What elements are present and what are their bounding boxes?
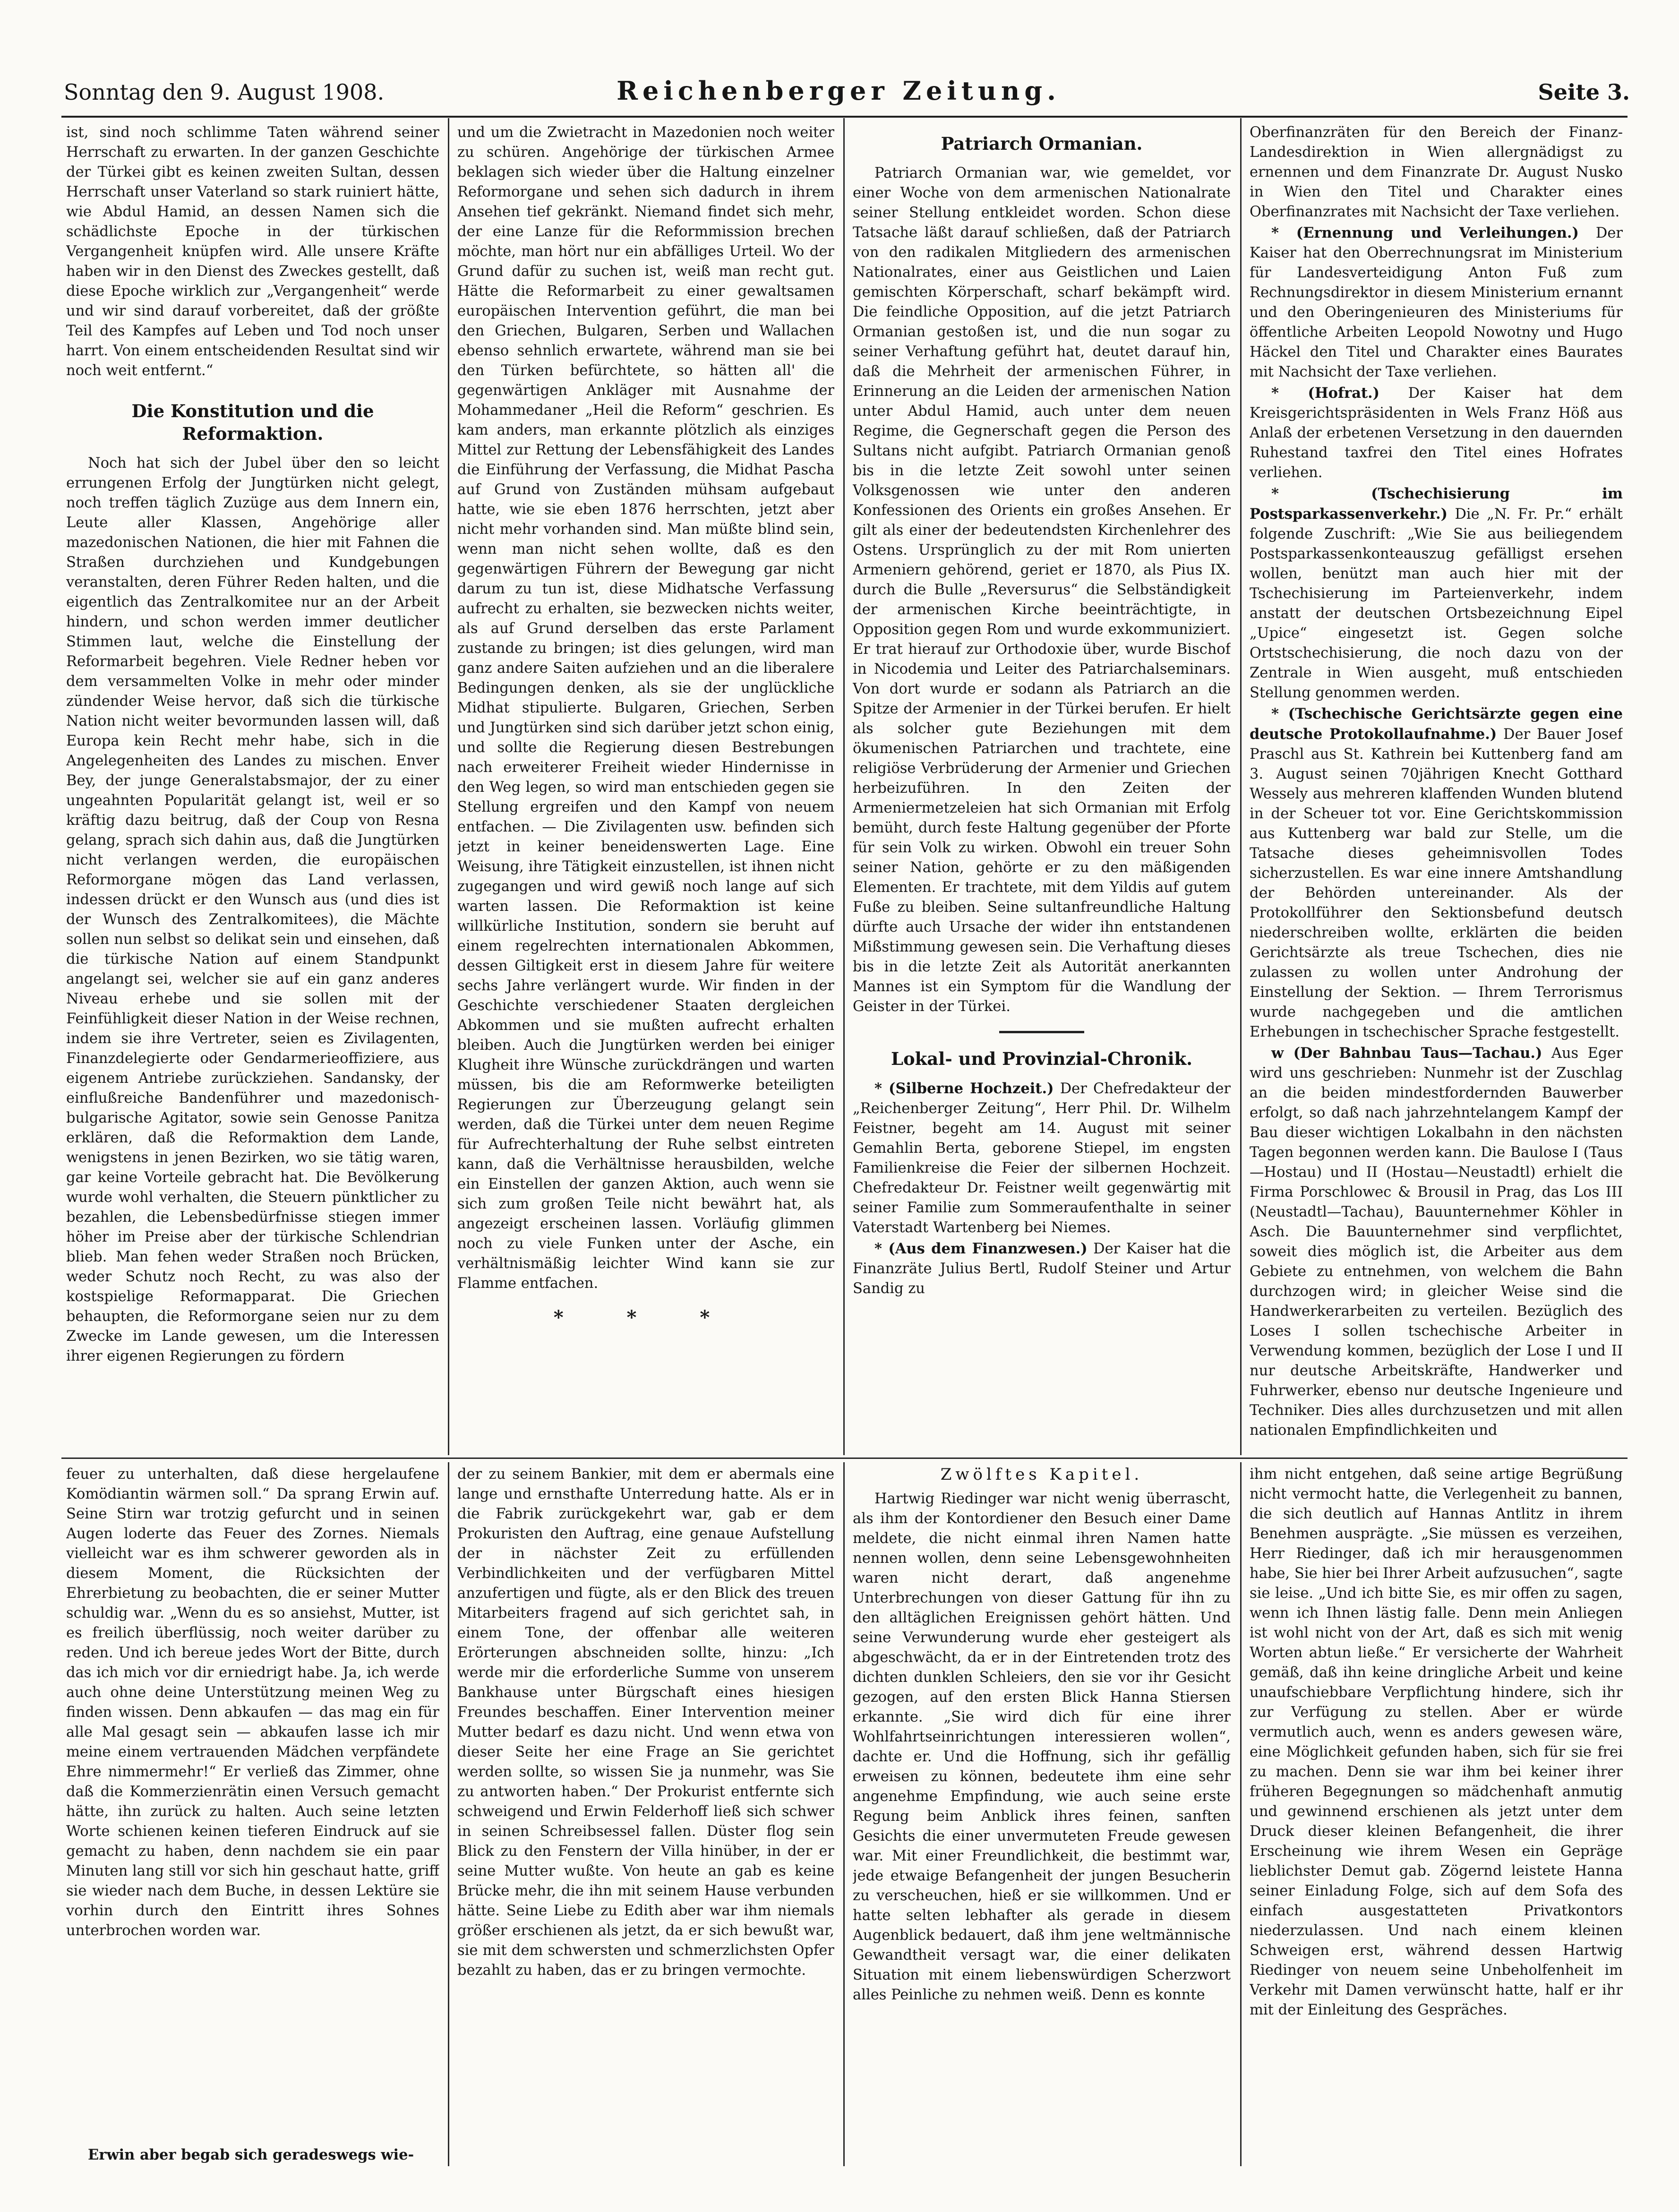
feuilleton-column-1 [66,1465,439,2166]
news-item-text: Der Kaiser hat dem Kreisgerichtspräsidenten in Wels Franz Höß aus Anlaß der erbetenen Versetzung in den dauernden Ruhestand taxfrei den Titel eines Hofrates verliehen. [1250,385,1623,481]
feuilleton-rule-1 [448,1462,449,2166]
feuilleton-last-line [66,2145,439,2169]
feuilleton-rule [61,1458,1628,1459]
column-rule-1 [448,118,449,1455]
article-text: und um die Zwietracht in Mazedonien noch weiter zu schüren. Angehörige der türkischen Armee beklagen sich wieder über die Haltung einzelner Reformorgane und sehen sich dadurch in ihrem Ansehen tief gekränkt. Niemand findet sich mehr, der eine Lanze für die Reformmission brechen möchte, man hört nur ein abfälliges Urteil. Wo der Grund dafür zu suchen ist, weiß man recht gut. Hätte die Reformarbeit zu einer gewaltsamen europäischen Intervention geführt, die man bei den Griechen, Bulgaren, Serben und Wallachen ebenso sehnlich erwartete, während man sie bei den Türken befürchtete, so hätten all' die gegenwärtigen Ankläger mit Ausnahme der Mohammedaner „Heil die Reform“ geschrien. Es kam anders, man erkannte plötzlich als einziges Mittel zur Rettung der Lebensfähigkeit des Landes die Einführung der Verfassung, die Midhat Pascha auf Grund von Zuständen mühsam aufgebaut hatte, wie sie eben 1876 herrschten, jetzt aber nicht mehr vorhanden sind. Man müßte blind sein, wenn man nicht sehen wollte, daß es den gegenwärtigen Führern der Bewegung gar nicht darum zu tun ist, diese Midhatsche Verfassung aufrecht zu erhalten, sie bezwecken nichts weiter, als auf Grund derselben das erste Parlament zustande zu bringen; ist dies gelungen, wird man ganz andere Saiten aufziehen und an die liberalere Bedingungen denken, als sie der unglückliche Midhat stipulierte. Bulgaren, Griechen, Serben und Jungtürken sind sich darüber jetzt schon einig, und sollte die Regierung diesen Bestrebungen nach erweiterer Freiheit wieder Hindernisse in den Weg legen, so wird man entschieden gegen sie Stellung ergreifen und den Kampf von neuem entfachen. — Die Zivilagenten usw. befinden sich jetzt in keiner beneidenswerten Lage. Eine Weisung, ihre Tätigkeit einzustellen, ist ihnen nicht zugegangen und wird gewiß noch lange auf sich warten lassen. Die Reformaktion ist keine willkürliche Institution, sondern sie beruht auf einem regelrechten internationalen Abkommen, dessen Giltigkeit erst in diesem Jahre für weitere sechs Jahre verlängert wurde. Wir finden in der Geschichte verschiedener Staaten dergleichen Abkommen und sie mußten aufrecht erhalten bleiben. Auch die Jungtürken werden bei einiger Klugheit ihre Wünsche zurückdrängen und warten müssen, bis die am Reformwerke beteiligten Regierungen zur Überzeugung gelangt sein werden, daß die Türkei unter dem neuen Regime für Aufrechterhaltung der Ruhe selbst eintreten kann, daß die Verhältnisse herausbilden, welche ein Einstellen der ganzen Aktion, auch wenn sie sich zum großen Teile nicht bewährt hat, als angezeigt erscheinen lassen. Vorläufig glimmen noch zu viele Funken unter der Asche, ein verhältnismäßig leichter Wind kann sie zur Flamme entfachen. [457,124,834,1292]
article-text: Patriarch Ormanian war, wie gemeldet, vor einer Woche von dem armenischen Nationalrate seiner Stellung entkleidet worden. Schon diese Tatsache läßt darauf schließen, daß der Patriarch von den radikalen Mitgliedern des armenischen Nationalrates, einer aus Geistlichen und Laien gemischten Körperschaft, scharf bekämpft wird. Die feindliche Opposition, auf die jetzt Patriarch Ormanian gestoßen ist, und die nun sogar zu seiner Verhaftung geführt hat, deutet darauf hin, daß die Mehrheit der armenischen Führer, in Erinnerung an die Leiden der armenischen Nation unter Abdul Hamid, auch unter dem neuen Regime, die Gegnerschaft gegen die Person des Sultans nicht aufgibt. Patriarch Ormanian genoß bis in die letzte Zeit sowohl unter seinen Volksgenossen wie unter den anderen Konfessionen des Orients ein großes Ansehen. Er gilt als einer der bedeutendsten Kirchenlehrer des Ostens. Ursprünglich zu der mit Rom unierten Armeniern gehörend, geriet er 1870, als Pius IX. durch die Bulle „Reversurus“ die Selbständigkeit der armenischen Kirche beeinträchtigte, in Opposition gegen Rom und wurde exkommuniziert. Er trat hierauf zur Orthodoxie über, wurde Bischof in Nicodemia und Leiter des Patriarchalseminars. Von dort wurde er sodann als Patriarch an die Spitze der Armenier in der Türkei berufen. Er hielt als solcher gute Beziehungen mit dem ökumenischen Patriarchen und trachtete, eine religiöse Verbrüderung der Armenier und Griechen herbeizuführen. In den Zeiten der Armeniermetzeleien hat sich Ormanian mit Erfolg bemüht, durch feste Haltung gegenüber der Pforte für sein Volk zu wirken. Obwohl ein treuer Sohn seiner Nation, gehörte er zu den mäßigenden Elementen. Er trachtete, mit dem Yildis auf gutem Fuße zu bleiben. Seine sultanfreundliche Haltung dürfte auch Ursache der wider ihn entstandenen Mißstimmung gewesen sein. Die Verhaftung dieses bis in die letzte Zeit als Autorität anerkannten Mannes ist ein Symptom für die Wandlung der Geister in der Türkei. [853,165,1231,1015]
column-4 [1250,123,1623,1453]
article-heading: Patriarch Ormanian. [941,133,1143,154]
issue-date: Sonntag den 9. August 1908. [64,79,385,105]
news-item-title: * (Ernennung und Verleihungen.) [1271,224,1579,241]
column-rule-3 [1240,118,1242,1455]
newspaper-title: Reichenberger Zeitung. [617,76,1061,106]
feuilleton-text: ihm nicht entgehen, daß seine artige Begrüßung nicht vermocht hatte, die Verlegenheit zu bannen, die sich deutlich auf Hannas Antlitz in ihrem Benehmen ausprägte. „Sie müssen es verzeihen, Herr Riedinger, daß ich mir herausgenommen habe, Sie hier bei Ihrer Arbeit aufzusuchen“, sagte sie leise. „Und ich bitte Sie, es mir offen zu sagen, wenn ich Ihnen lästig falle. Denn mein Anliegen ist wohl nicht von der Art, daß es sich mit wenig Worten abtun ließe.“ Er versicherte der Wahrheit gemäß, daß ihn keine dringliche Arbeit und keine unaufschiebbare Verpflichtung hindere, sich ihr zur Verfügung zu stellen. Aber er würde vermutlich auch, wenn es anders gewesen wäre, eine Möglichkeit gefunden haben, sich für sie frei zu machen. Denn sie war ihm bei keiner ihrer früheren Begegnungen so mädchenhaft anmutig und gewinnend erschienen als jetzt unter dem Druck dieser kleinen Befangenheit, die ihrer Erscheinung wie ihrem Wesen ein Gepräge lieblichster Demut gab. Zögernd leistete Hanna seiner Einladung Folge, sich auf dem Sofa des einfach ausgestatteten Privatkontors niederzulassen. Und nach einem kleinen Schweigen erst, während dessen Hartwig Riedinger von neuem seine Unbeholfenheit im Verkehr mit Damen verwünscht hatte, half er ihr mit der Einleitung des Gespräches. [1250,1466,1623,2018]
section-stars: * * * [553,1306,738,1329]
article-text: Noch hat sich der Jubel über den so leicht errungenen Erfolg der Jungtürken nicht gelegt, noch treffen täglich Zuzüge aus dem Innern ein, Leute aller Klassen, Angehörige aller mazedonischen Nationen, die hier mit Fahnen die Straßen durchziehen und Kundgebungen veranstalten, deren Führer Reden halten, und die eigentlich das Zentralkomitee nur an der Arbeit hindern, und schon werden immer deutlicher Stimmen laut, welche die Einstellung der Reformarbeit begehren. Viele Redner heben vor dem versammelten Volke in mehr oder minder zündender Weise hervor, daß sich die türkische Nation nicht weiter bevormunden lassen will, daß Europa kein Recht mehr habe, sich in die Angelegenheiten des Landes zu mischen. Enver Bey, der junge Generalstabsmajor, der zu einer ungeahnten Popularität gelangt ist, weil er so kräftig dazu beitrug, daß der Coup von Resna gelang, sprach sich dahin aus, daß die Jungtürken nicht verlangen werden, die europäischen Reformorgane mögen das Land verlassen, indessen drückt er den Wunsch aus (und dies ist der Wunsch des Zentralkomitees), die Mächte sollen nun selbst so delikat sein und einsehen, daß die türkische Nation auf einem Standpunkt angelangt sei, welcher sie auf ein ganz anderes Niveau erhebe und sie sollen mit der Feinfühligkeit dieser Nation in der Weise rechnen, indem sie ihre Vertreter, seien es Zivilagenten, Finanzdelegierte oder Gendarmerieoffiziere, aus eigenem Antriebe zurückziehen. Sandansky, der einflußreiche Bandenführer und mazedonisch-bulgarische Agitator, sowie sein Genosse Panitza erklären, daß die Reformaktion dem Lande, wenigstens in jenen Bezirken, wo sie tätig waren, gar keine Vorteile gebracht hat. Die Bevölkerung wurde wohl verhalten, die Steuern pünktlicher zu bezahlen, die Lebensbedürfnisse stiegen immer höher im Preise aber der türkische Schlendrian blieb. Man fehen weder Straßen noch Brücken, weder Schutz noch Recht, zu was also der kostspielige Reformapparat. Die Griechen behaupten, die Reformorgane seien nur zu dem Zwecke im Lande gewesen, um die Interessen ihrer eigenen Regierungen zu fördern [66,455,439,1364]
feuilleton-column-2 [457,1465,834,2166]
news-item-title: * (Silberne Hochzeit.) [874,1080,1054,1097]
news-item-title: * (Aus dem Finanzwesen.) [874,1240,1088,1257]
chapter-heading: Zwölftes Kapitel. [940,1465,1143,1484]
page-number: Seite 3. [1538,79,1630,105]
short-rule [999,1031,1084,1033]
masthead [64,76,1630,113]
section-heading: Lokal- und Provinzial-Chronik. [891,1048,1193,1069]
masthead-rule [61,116,1628,118]
feuilleton-column-4 [1250,1465,1623,2166]
news-item-text: Der Kaiser hat den Oberrechnungsrat im Ministerium für Landesverteidigung Anton Fuß zum Rechnungsdirektor in diesem Ministerium ernannt und den Oberingenieuren des Ministeriums für öffentliche Arbeiten Leopold Nowotny und Hugo Häckel den Titel und Charakter eines Baurates mit Nachsicht der Taxe verliehen. [1250,225,1623,380]
article-heading: Die Konstitution und die Reformaktion. [131,401,374,444]
feuilleton-text: Erwin aber begab sich geradeswegs wie- [88,2146,414,2163]
feuilleton-rule-3 [1240,1462,1242,2166]
news-item-text: Der Bauer Josef Praschl aus St. Kathrein bei Kuttenberg fand am 3. August seinen 70jährigen Knecht Gotthard Wessely aus mehreren klaffenden Wunden blutend in der Scheuer tot vor. Eine Gerichtskommission aus Kuttenberg war bald zur Stelle, um die Tatsache dieses geheimnisvollen Todes sicherzustellen. Es war eine innere Amtshandlung der Behörden untereinander. Als der Protokollführer den Sektionsbefund deutsch niederschreiben wollte, erklärten die beiden Gerichtsärzte als treue Tschechen, dies nie zulassen zu wollen unter Androhung der Einstellung der Sektion. — Ihrem Terrorismus wurde nachgegeben und die amtlichen Erhebungen in tschechischer Sprache festgestellt. [1250,726,1623,1040]
article-text: ist, sind noch schlimme Taten während seiner Herrschaft zu erwarten. In der ganzen Geschichte der Türkei gibt es keinen zweiten Sultan, dessen Herrschaft unser Vaterland so stark ruiniert hätte, wie Abdul Hamid, an dessen Namen sich die schädlichste Epoche in der türkischen Vergangenheit knüpfen wird. Alle unsere Kräfte haben wir in den Dienst des Zweckes gestellt, daß diese Epoche wirklich zur „Vergangenheit“ werde und wir sind darauf vorbereitet, daß der größte Teil des Kampfes auf Leben und Tod noch unser harrt. Von einem entscheidenden Resultat sind wir noch weit entfernt.“ [66,124,439,379]
feuilleton-column-3 [853,1465,1231,2166]
column-1 [66,123,439,1453]
news-item-text: Der Chefredakteur der „Reichenberger Zeitung“, Herr Phil. Dr. Wilhelm Feistner, begeht am 14. August mit seiner Gemahlin Berta, geborene Stiepel, im engsten Familienkreise die Feier der silbernen Hochzeit. Chefredakteur Dr. Feistner weilt gegenwärtig mit seiner Familie zum Sommeraufenthalte in seiner Vaterstadt Wartenberg bei Niemes. [853,1080,1231,1236]
article-text: Oberfinanzräten für den Bereich der Finanz-Landesdirektion in Wien allergnädigst zu ernennen und dem Finanzrate Dr. August Nusko in Wien den Titel und Charakter eines Oberfinanzrates mit Nachsicht der Taxe verliehen. [1250,124,1623,220]
column-rule-2 [843,118,845,1455]
news-item-text: Die „N. Fr. Pr.“ erhält folgende Zuschrift: „Wie Sie aus beiliegendem Postsparkassenkonteauszug gefälligst ersehen wollen, benützt man auch hier mit der Tschechisierung im Parteienverkehr, indem anstatt der deutschen Ortsbezeichnung Eipel „Upice“ eingesetzt ist. Gegen solche Ortstschechisierung, die noch dazu von der Zentrale in Wien ausgeht, muß entschieden Stellung genommen werden. [1250,506,1623,701]
column-3 [853,123,1231,1453]
news-item-title: * (Tschechische Gerichtsärzte gegen eine deutsche Protokollaufnahme.) [1250,705,1623,743]
news-item-text: Der Kaiser hat die Finanzräte Julius Bertl, Rudolf Steiner und Artur Sandig zu [853,1241,1231,1297]
column-2 [457,123,834,1453]
news-item-title: * (Tschechisierung im Postsparkassenverkehr.) [1250,485,1623,523]
feuilleton-text: der zu seinem Bankier, mit dem er abermals eine lange und ernsthafte Unterredung hatte. Als er in die Fabrik zurückgekehrt war, gab er dem Prokuristen den Auftrag, eine genaue Aufstellung der in nächster Zeit zu erfüllenden Verbindlichkeiten und der verfügbaren Mittel anzufertigen und fügte, als er den Blick des treuen Mitarbeiters fragend auf sich gerichtet sah, in einem Tone, der offenbar alle weiteren Erörterungen abschneiden sollte, hinzu: „Ich werde mir die erforderliche Summe von unserem Bankhause unter Bürgschaft eines hiesigen Freundes beschaffen. Einer Intervention meiner Mutter bedarf es dazu nicht. Und wenn etwa von dieser Seite her eine Frage an Sie gerichtet werden sollte, so wissen Sie ja nunmehr, was Sie zu antworten haben.“ Der Prokurist entfernte sich schweigend und Erwin Felderhoff ließ sich schwer in seinen Schreibsessel fallen. Düster flog sein Blick zu den Fenstern der Villa hinüber, in der er seine Mutter wußte. Von heute an gab es keine Brücke mehr, die ihn mit seinem Hause verbunden hätte. Seine Liebe zu Edith aber war ihm niemals größer erschienen als jetzt, da er sich bewußt war, sie mit dem schwersten und schmerzlichsten Opfer bezahlt zu haben, das er zu bringen vermochte. [457,1466,834,1979]
feuilleton-text: feuer zu unterhalten, daß diese hergelaufene Komödiantin wärmen soll.“ Da sprang Erwin auf. Seine Stirn war trotzig gefurcht und in seinen Augen loderte das Feuer des Zornes. Niemals vielleicht war es ihm schwerer geworden als in diesem Moment, die Rücksichten der Ehrerbietung zu beobachten, die er seiner Mutter schuldig war. „Wenn du es so ansiehst, Mutter, ist es freilich überflüssig, noch weiter darüber zu reden. Und ich bereue jedes Wort der Bitte, durch das ich mich vor dir erniedrigt habe. Ja, ich werde auch ohne deine Unterstützung meinen Weg zu finden wissen. Denn abkaufen — das mag ein für alle Mal gesagt sein — abkaufen lasse ich mir meine einem vertrauenden Mädchen verpfändete Ehre nimmermehr!“ Er verließ das Zimmer, ohne daß die Kommerzienrätin einen Versuch gemacht hätte, ihn zurück zu halten. Auch seine letzten Worte schienen keinen tieferen Eindruck auf sie gemacht zu haben, denn nachdem sie ein paar Minuten lang still vor sich hin geschaut hatte, griff sie wieder nach dem Buche, in dessen Lektüre sie vorhin durch den Eintritt ihres Sohnes unterbrochen worden war. [66,1466,439,1939]
feuilleton-rule-2 [843,1462,845,2166]
news-item-title: * (Hofrat.) [1271,385,1380,402]
news-item-title: w (Der Bahnbau Taus—Tachau.) [1271,1045,1542,1062]
feuilleton-text: Hartwig Riedinger war nicht wenig überrascht, als ihm der Kontordiener den Besuch einer Dame meldete, die nicht einmal ihren Namen hatte nennen wollen, denn seine Lebensgewohnheiten waren nicht derart, daß angenehme Unterbrechungen von dieser Gattung für ihn zu den alltäglichen Ereignissen gehört hätten. Und seine Verwunderung wurde eher gesteigert als abgeschwächt, da er in der Eintretenden trotz des dichten dunklen Schleiers, den sie vor ihr Gesicht gezogen, auf den ersten Blick Hanna Stiersen erkannte. „Sie wird dich für eine ihrer Wohlfahrtseinrichtungen interessieren wollen“, dachte er. Und die Hoffnung, sich ihr gefällig erweisen zu können, bedeutete ihm eine sehr angenehme Empfindung, wie auch seine erste Regung beim Anblick ihres feinen, sanften Gesichts die einer unvermuteten Freude gewesen war. Mit einer Freundlichkeit, die bestimmt war, jede etwaige Befangenheit der jungen Besucherin zu verscheuchen, hieß er sie willkommen. Und er hatte selten lebhafter als gerade in diesem Augenblick bedauert, daß ihm jene weltmännische Gewandtheit versagt war, die einer delikaten Situation mit einem liebenswürdigen Scherzwort alles Peinliche zu nehmen weiß. Denn es konnte [853,1491,1231,2003]
news-item-text: Aus Eger wird uns geschrieben: Nunmehr ist der Zuschlag an die beiden mindestfordernden Bauwerber erfolgt, so daß nach jahrzehntelangem Kampf der Bau dieser wichtigen Lokalbahn in den nächsten Tagen begonnen werden kann. Die Baulose I (Taus—Hostau) und II (Hostau—Neustadtl) erhielt die Firma Porschlowec & Brousil in Prag, das Los III (Neustadtl—Tachau), Bauunternehmer Köhler in Asch. Die Bauunternehmer sind verpflichtet, soweit dies möglich ist, die Arbeiter aus dem Gebiete zu entnehmen, von welchem die Bahn durchzogen wird; in gleicher Weise sind die Handwerkerarbeiten zu verteilen. Bezüglich des Loses I sollen tschechische Arbeiter in Verwendung kommen, bezüglich der Lose I und II nur deutsche Arbeitskräfte, Handwerker und Fuhrwerker, ebenso nur deutsche Ingenieure und Techniker. Dies alles durchzusetzen und mit allen nationalen Empfindlichkeiten und [1250,1045,1623,1439]
